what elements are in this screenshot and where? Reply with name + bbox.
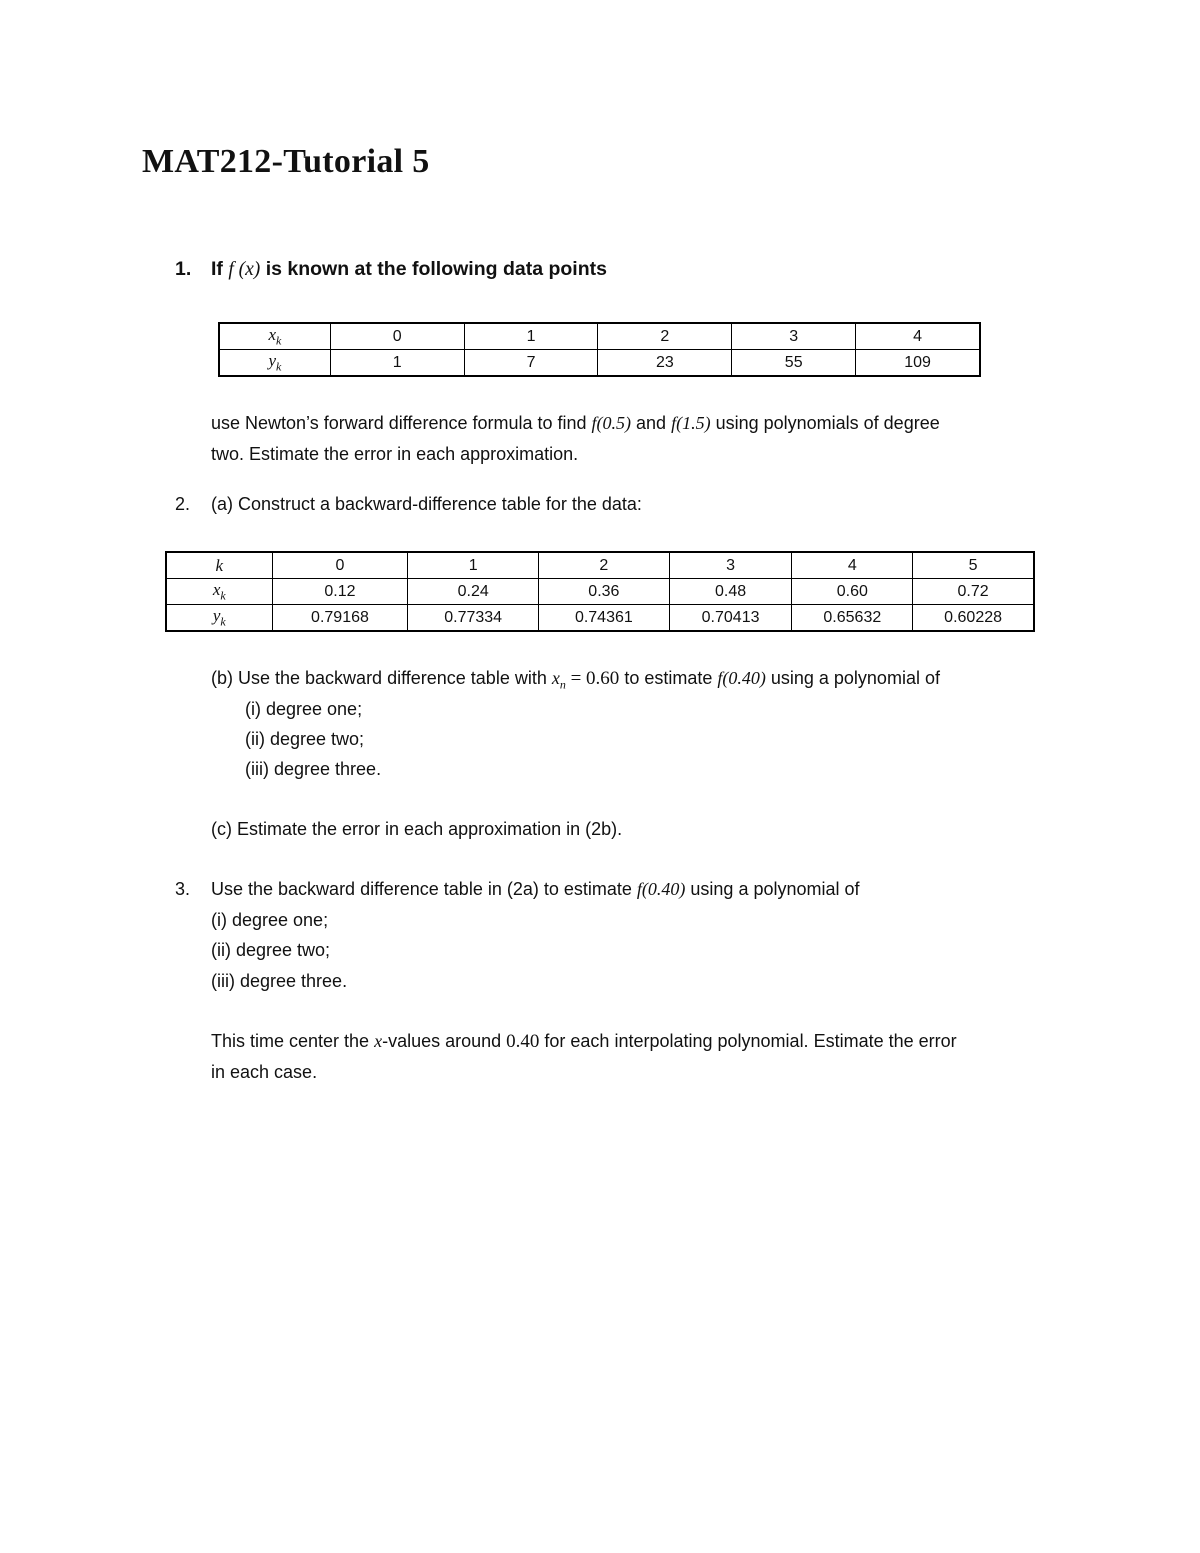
row-label-k: k <box>166 552 272 579</box>
question-3-text-line-2: in each case. <box>211 1062 318 1082</box>
page-title: MAT212-Tutorial 5 <box>142 143 430 180</box>
data-table-2 <box>165 551 1035 632</box>
table-cell: 0.65632 <box>792 605 913 632</box>
table-cell: 0.24 <box>408 579 539 605</box>
table-cell: 0.60228 <box>913 605 1034 632</box>
question-3-item-iii: (iii) degree three. <box>211 971 348 991</box>
row-label-xk: $x_k$ <box>219 323 330 350</box>
table-cell: 0.70413 <box>669 605 792 632</box>
row-label-yk: $y_k$ <box>219 350 330 377</box>
table-cell: 4 <box>856 323 980 350</box>
question-number: 2. <box>175 494 191 514</box>
table-cell: 5 <box>913 552 1034 579</box>
math-f05: f(0.5) <box>591 413 632 433</box>
table-cell: 0.79168 <box>272 605 408 632</box>
table-cell: 0.72 <box>913 579 1034 605</box>
table-cell: 109 <box>856 350 980 377</box>
math-fx: f (x) <box>228 259 261 280</box>
question-3-heading: 3. Use the backward difference table in (2a) to estimate f(0.40) using a polynomial of <box>175 879 860 899</box>
table-row-y <box>166 605 1034 632</box>
question-1-text-line-2: two. Estimate the error in each approximation. <box>211 444 579 464</box>
question-text: If <box>211 258 229 280</box>
question-3-item-i: (i) degree one; <box>211 910 329 930</box>
question-number: 1. <box>175 258 192 280</box>
table-cell: 0.36 <box>539 579 670 605</box>
table-cell: 3 <box>732 323 856 350</box>
table-row-x <box>219 323 980 350</box>
question-1-text-line-1: use Newton’s forward difference formula to find f(0.5) and f(1.5) using polynomials of degree <box>211 413 940 433</box>
table-cell: 0.74361 <box>539 605 670 632</box>
question-2-part-b: (b) Use the backward difference table with $x_n = 0.60$ to estimate f(0.40) using a polynomial of <box>211 668 940 692</box>
math-f15: f(1.5) <box>671 413 711 433</box>
table-cell: 0 <box>272 552 408 579</box>
table-cell: 2 <box>539 552 670 579</box>
table-cell: 2 <box>598 323 732 350</box>
question-3-item-ii: (ii) degree two; <box>211 940 331 960</box>
table-cell: 0.48 <box>669 579 792 605</box>
table-cell: 1 <box>464 323 598 350</box>
math-f040: f(0.40) <box>717 668 766 688</box>
question-number: 3. <box>175 879 191 899</box>
table-row-y <box>219 350 980 377</box>
table-cell: 0.77334 <box>408 605 539 632</box>
part-b-item-i: (i) degree one; <box>245 699 363 719</box>
table-cell: 0.60 <box>792 579 913 605</box>
part-b-item-iii: (iii) degree three. <box>245 759 382 779</box>
math-x: x <box>374 1031 383 1051</box>
row-label-xk: $x_k$ <box>166 579 272 605</box>
table-cell: 4 <box>792 552 913 579</box>
part-b-item-ii: (ii) degree two; <box>245 729 365 749</box>
question-2-part-a: 2. (a) Construct a backward-difference table for the data: <box>175 494 642 514</box>
question-1-heading <box>175 258 607 281</box>
math-xn: $x_n$ <box>551 668 566 692</box>
table-cell: 1 <box>330 350 464 377</box>
table-row-k <box>166 552 1034 579</box>
table-cell: 0.12 <box>272 579 408 605</box>
data-table-1 <box>218 322 981 377</box>
question-3-text-line-1: This time center the x-values around 0.40 for each interpolating polynomial. Estimate the error <box>211 1031 957 1052</box>
table-row-x <box>166 579 1034 605</box>
table-cell: 0 <box>330 323 464 350</box>
table-cell: 55 <box>732 350 856 377</box>
row-label-yk: $y_k$ <box>166 605 272 632</box>
table-cell: 1 <box>408 552 539 579</box>
table-cell: 3 <box>669 552 792 579</box>
table-cell: 23 <box>598 350 732 377</box>
math-f040: f(0.40) <box>636 879 686 899</box>
table-cell: 7 <box>464 350 598 377</box>
question-2-part-c: (c) Estimate the error in each approximation in (2b). <box>211 819 623 839</box>
question-text: is known at the following data points <box>260 258 607 280</box>
